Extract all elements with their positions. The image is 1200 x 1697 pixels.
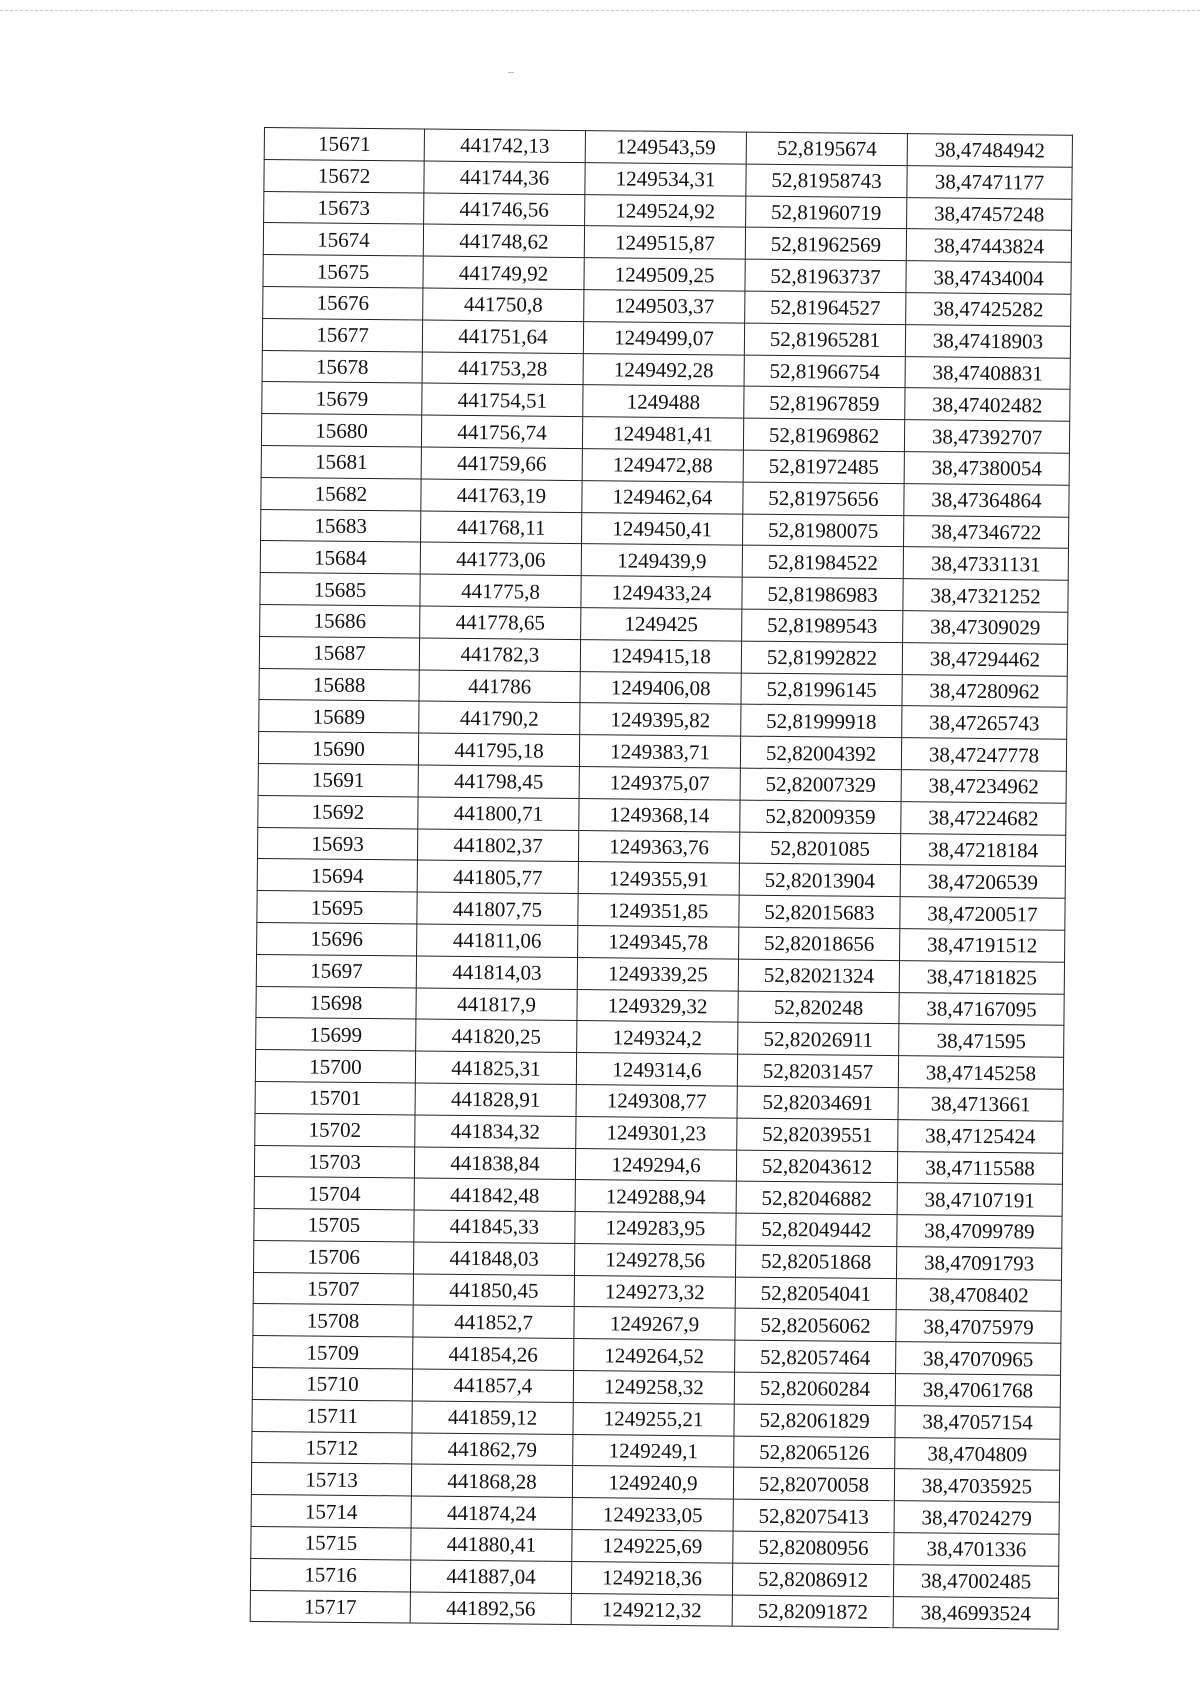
cell-point-number: 15712 — [252, 1431, 412, 1464]
cell-y-coordinate: 1249273,32 — [574, 1275, 735, 1308]
cell-longitude: 38,47418903 — [905, 324, 1070, 357]
cell-point-number: 15695 — [257, 891, 417, 924]
cell-x-coordinate: 441768,11 — [421, 511, 582, 544]
cell-x-coordinate: 441773,06 — [420, 542, 581, 575]
cell-point-number: 15675 — [263, 255, 423, 288]
cell-y-coordinate: 1249450,41 — [582, 512, 743, 545]
cell-point-number: 15701 — [255, 1081, 415, 1114]
cell-point-number: 15713 — [251, 1463, 411, 1496]
cell-y-coordinate: 1249481,41 — [582, 417, 743, 450]
cell-longitude: 38,47024279 — [894, 1501, 1059, 1534]
cell-latitude: 52,8195674 — [746, 132, 907, 165]
cell-longitude: 38,47402482 — [905, 388, 1070, 421]
cell-point-number: 15684 — [260, 541, 420, 574]
cell-point-number: 15673 — [264, 191, 424, 224]
cell-longitude: 38,47070965 — [896, 1342, 1061, 1375]
cell-x-coordinate: 441857,4 — [412, 1369, 573, 1402]
cell-point-number: 15706 — [254, 1240, 414, 1273]
cell-longitude: 38,47224682 — [901, 801, 1066, 834]
cell-longitude: 38,47457248 — [907, 197, 1072, 230]
cell-point-number: 15678 — [262, 350, 422, 383]
cell-y-coordinate: 1249503,37 — [584, 290, 745, 323]
cell-y-coordinate: 1249233,05 — [572, 1498, 733, 1531]
cell-x-coordinate: 441798,45 — [418, 765, 579, 798]
cell-point-number: 15704 — [254, 1177, 414, 1210]
cell-y-coordinate: 1249267,9 — [574, 1307, 735, 1340]
cell-point-number: 15688 — [259, 668, 419, 701]
cell-x-coordinate: 441746,56 — [424, 193, 585, 226]
cell-x-coordinate: 441850,45 — [413, 1274, 574, 1307]
cell-y-coordinate: 1249288,94 — [575, 1180, 736, 1213]
cell-latitude: 52,82015683 — [739, 895, 900, 928]
cell-x-coordinate: 441874,24 — [411, 1496, 572, 1529]
cell-y-coordinate: 1249355,91 — [578, 862, 739, 895]
cell-latitude: 52,8201085 — [739, 832, 900, 865]
cell-x-coordinate: 441854,26 — [413, 1337, 574, 1370]
cell-latitude: 52,82046882 — [736, 1181, 897, 1214]
coordinates-table-wrapper — [250, 127, 1072, 1630]
cell-latitude: 52,82051868 — [735, 1245, 896, 1278]
cell-longitude: 38,47471177 — [907, 165, 1072, 198]
cell-longitude: 38,47247778 — [901, 738, 1066, 771]
cell-longitude: 38,47408831 — [905, 356, 1070, 389]
cell-x-coordinate: 441892,56 — [410, 1592, 571, 1625]
cell-point-number: 15710 — [252, 1368, 412, 1401]
cell-longitude: 38,47107191 — [897, 1183, 1062, 1216]
cell-point-number: 15671 — [264, 128, 424, 161]
cell-x-coordinate: 441782,3 — [419, 638, 580, 671]
cell-point-number: 15694 — [257, 859, 417, 892]
cell-latitude: 52,81975656 — [743, 482, 904, 515]
cell-longitude: 38,47364864 — [904, 483, 1069, 516]
cell-x-coordinate: 441795,18 — [418, 733, 579, 766]
cell-latitude: 52,82086912 — [732, 1563, 893, 1596]
cell-point-number: 15693 — [257, 827, 417, 860]
cell-y-coordinate: 1249255,21 — [573, 1402, 734, 1435]
cell-latitude: 52,81972485 — [743, 450, 904, 483]
cell-longitude: 38,47099789 — [897, 1215, 1062, 1248]
cell-latitude: 52,81984522 — [742, 545, 903, 578]
cell-longitude: 38,46993524 — [893, 1596, 1058, 1629]
cell-longitude: 38,47425282 — [906, 293, 1071, 326]
cell-latitude: 52,82065126 — [734, 1436, 895, 1469]
cell-y-coordinate: 1249339,25 — [577, 957, 738, 990]
cell-point-number: 15698 — [256, 986, 416, 1019]
cell-y-coordinate: 1249294,6 — [575, 1148, 736, 1181]
cell-latitude: 52,81989543 — [742, 609, 903, 642]
cell-point-number: 15707 — [253, 1272, 413, 1305]
cell-y-coordinate: 1249406,08 — [580, 671, 741, 704]
cell-latitude: 52,81960719 — [746, 196, 907, 229]
cell-y-coordinate: 1249283,95 — [575, 1212, 736, 1245]
cell-y-coordinate: 1249524,92 — [585, 194, 746, 227]
cell-x-coordinate: 441763,19 — [421, 479, 582, 512]
cell-x-coordinate: 441805,77 — [417, 860, 578, 893]
cell-latitude: 52,81964527 — [745, 291, 906, 324]
cell-latitude: 52,81966754 — [744, 355, 905, 388]
cell-point-number: 15680 — [261, 414, 421, 447]
cell-longitude: 38,4713661 — [898, 1088, 1063, 1121]
cell-point-number: 15681 — [261, 445, 421, 478]
cell-longitude: 38,47167095 — [899, 992, 1064, 1025]
cell-x-coordinate: 441842,48 — [414, 1178, 575, 1211]
cell-x-coordinate: 441754,51 — [422, 383, 583, 416]
cell-y-coordinate: 1249240,9 — [572, 1466, 733, 1499]
cell-x-coordinate: 441800,71 — [418, 797, 579, 830]
cell-latitude: 52,81986983 — [742, 577, 903, 610]
cell-x-coordinate: 441859,12 — [412, 1401, 573, 1434]
cell-latitude: 52,82039551 — [737, 1118, 898, 1151]
cell-longitude: 38,47331131 — [903, 547, 1068, 580]
cell-latitude: 52,81958743 — [746, 164, 907, 197]
cell-y-coordinate: 1249472,88 — [582, 449, 743, 482]
cell-y-coordinate: 1249515,87 — [584, 226, 745, 259]
cell-latitude: 52,82007329 — [740, 768, 901, 801]
cell-y-coordinate: 1249488 — [583, 385, 744, 418]
cell-longitude: 38,47234962 — [901, 770, 1066, 803]
coordinates-table — [250, 127, 1073, 1630]
cell-latitude: 52,81996145 — [741, 673, 902, 706]
cell-x-coordinate: 441775,8 — [420, 574, 581, 607]
cell-point-number: 15703 — [254, 1145, 414, 1178]
cell-y-coordinate: 1249225,69 — [572, 1530, 733, 1563]
cell-point-number: 15702 — [255, 1113, 415, 1146]
cell-x-coordinate: 441759,66 — [421, 447, 582, 480]
cell-point-number: 15685 — [260, 573, 420, 606]
cell-latitude: 52,82075413 — [733, 1499, 894, 1532]
cell-point-number: 15690 — [258, 732, 418, 765]
cell-y-coordinate: 1249314,6 — [576, 1053, 737, 1086]
cell-longitude: 38,47057154 — [895, 1405, 1060, 1438]
cell-x-coordinate: 441802,37 — [417, 829, 578, 862]
cell-point-number: 15697 — [256, 954, 416, 987]
cell-y-coordinate: 1249329,32 — [577, 989, 738, 1022]
cell-y-coordinate: 1249543,59 — [585, 131, 746, 164]
cell-longitude: 38,47002485 — [893, 1564, 1058, 1597]
cell-x-coordinate: 441778,65 — [420, 606, 581, 639]
cell-x-coordinate: 441820,25 — [416, 1019, 577, 1052]
cell-x-coordinate: 441852,7 — [413, 1305, 574, 1338]
cell-latitude: 52,82026911 — [738, 1022, 899, 1055]
cell-longitude: 38,47434004 — [906, 261, 1071, 294]
cell-point-number: 15679 — [262, 382, 422, 415]
cell-longitude: 38,47380054 — [904, 452, 1069, 485]
cell-x-coordinate: 441880,41 — [411, 1528, 572, 1561]
cell-latitude: 52,820248 — [738, 991, 899, 1024]
cell-y-coordinate: 1249249,1 — [573, 1434, 734, 1467]
cell-longitude: 38,47218184 — [900, 833, 1065, 866]
cell-point-number: 15714 — [251, 1495, 411, 1528]
cell-x-coordinate: 441814,03 — [416, 956, 577, 989]
cell-point-number: 15696 — [257, 922, 417, 955]
cell-longitude: 38,471595 — [899, 1024, 1064, 1057]
cell-y-coordinate: 1249264,52 — [574, 1339, 735, 1372]
cell-longitude: 38,47443824 — [906, 229, 1071, 262]
cell-x-coordinate: 441742,13 — [424, 129, 585, 162]
cell-point-number: 15717 — [250, 1590, 410, 1623]
cell-latitude: 52,82054041 — [735, 1277, 896, 1310]
cell-x-coordinate: 441753,28 — [422, 352, 583, 385]
cell-longitude: 38,47061768 — [895, 1374, 1060, 1407]
cell-x-coordinate: 441862,79 — [412, 1433, 573, 1466]
cell-x-coordinate: 441834,32 — [415, 1115, 576, 1148]
cell-x-coordinate: 441845,33 — [414, 1210, 575, 1243]
cell-point-number: 15692 — [258, 795, 418, 828]
cell-y-coordinate: 1249363,76 — [578, 830, 739, 863]
cell-y-coordinate: 1249509,25 — [584, 258, 745, 291]
cell-y-coordinate: 1249278,56 — [574, 1243, 735, 1276]
cell-x-coordinate: 441751,64 — [422, 320, 583, 353]
cell-y-coordinate: 1249345,78 — [578, 925, 739, 958]
cell-point-number: 15686 — [260, 604, 420, 637]
cell-x-coordinate: 441825,31 — [415, 1051, 576, 1084]
cell-longitude: 38,47265743 — [902, 706, 1067, 739]
cell-y-coordinate: 1249258,32 — [573, 1371, 734, 1404]
cell-point-number: 15676 — [263, 286, 423, 319]
cell-y-coordinate: 1249212,32 — [571, 1593, 732, 1626]
cell-y-coordinate: 1249439,9 — [581, 544, 742, 577]
cell-point-number: 15677 — [262, 318, 422, 351]
cell-x-coordinate: 441748,62 — [423, 224, 584, 257]
cell-y-coordinate: 1249351,85 — [578, 894, 739, 927]
scan-edge-line — [0, 10, 1200, 11]
cell-y-coordinate: 1249534,31 — [585, 162, 746, 195]
cell-x-coordinate: 441750,8 — [423, 288, 584, 321]
cell-x-coordinate: 441756,74 — [421, 415, 582, 448]
cell-y-coordinate: 1249395,82 — [580, 703, 741, 736]
cell-y-coordinate: 1249324,2 — [577, 1021, 738, 1054]
cell-latitude: 52,82018656 — [739, 927, 900, 960]
cell-latitude: 52,82056062 — [735, 1309, 896, 1342]
cell-point-number: 15683 — [261, 509, 421, 542]
cell-point-number: 15705 — [254, 1209, 414, 1242]
cell-latitude: 52,82021324 — [738, 959, 899, 992]
cell-longitude: 38,47280962 — [902, 674, 1067, 707]
cell-point-number: 15674 — [263, 223, 423, 256]
cell-x-coordinate: 441744,36 — [424, 161, 585, 194]
cell-latitude: 52,82034691 — [737, 1086, 898, 1119]
cell-longitude: 38,4701336 — [894, 1533, 1059, 1566]
cell-x-coordinate: 441786 — [419, 670, 580, 703]
cell-longitude: 38,47115588 — [897, 1151, 1062, 1184]
cell-latitude: 52,82070058 — [733, 1468, 894, 1501]
scan-speck — [508, 72, 514, 73]
cell-longitude: 38,47392707 — [904, 420, 1069, 453]
cell-y-coordinate: 1249415,18 — [580, 639, 741, 672]
cell-latitude: 52,81967859 — [744, 386, 905, 419]
cell-y-coordinate: 1249308,77 — [576, 1084, 737, 1117]
cell-x-coordinate: 441807,75 — [417, 892, 578, 925]
cell-y-coordinate: 1249425 — [581, 608, 742, 641]
cell-latitude: 52,82009359 — [740, 800, 901, 833]
cell-x-coordinate: 441811,06 — [417, 924, 578, 957]
cell-y-coordinate: 1249383,71 — [579, 735, 740, 768]
cell-point-number: 15716 — [250, 1558, 410, 1591]
cell-y-coordinate: 1249375,07 — [579, 766, 740, 799]
cell-x-coordinate: 441848,03 — [413, 1242, 574, 1275]
cell-latitude: 52,82080956 — [733, 1531, 894, 1564]
cell-point-number: 15700 — [255, 1050, 415, 1083]
cell-x-coordinate: 441749,92 — [423, 256, 584, 289]
cell-point-number: 15687 — [259, 636, 419, 669]
cell-x-coordinate: 441817,9 — [416, 988, 577, 1021]
cell-latitude: 52,82061829 — [734, 1404, 895, 1437]
coordinates-table-body — [250, 128, 1072, 1630]
cell-longitude: 38,47346722 — [903, 515, 1068, 548]
cell-longitude: 38,47035925 — [894, 1469, 1059, 1502]
cell-x-coordinate: 441887,04 — [410, 1560, 571, 1593]
cell-point-number: 15708 — [253, 1304, 413, 1337]
cell-y-coordinate: 1249499,07 — [583, 321, 744, 354]
cell-longitude: 38,4704809 — [895, 1437, 1060, 1470]
cell-point-number: 15691 — [258, 763, 418, 796]
cell-longitude: 38,47145258 — [898, 1056, 1063, 1089]
cell-latitude: 52,82004392 — [740, 736, 901, 769]
cell-latitude: 52,82031457 — [737, 1054, 898, 1087]
table-row — [250, 1590, 1058, 1630]
cell-point-number: 15715 — [251, 1527, 411, 1560]
cell-latitude: 52,81963737 — [745, 259, 906, 292]
cell-longitude: 38,47294462 — [902, 642, 1067, 675]
cell-latitude: 52,82043612 — [736, 1150, 897, 1183]
cell-latitude: 52,82057464 — [735, 1340, 896, 1373]
cell-longitude: 38,47075979 — [896, 1310, 1061, 1343]
cell-latitude: 52,82060284 — [734, 1372, 895, 1405]
cell-longitude: 38,47181825 — [899, 960, 1064, 993]
cell-latitude: 52,81980075 — [743, 514, 904, 547]
cell-y-coordinate: 1249218,36 — [571, 1561, 732, 1594]
cell-longitude: 38,47091793 — [896, 1247, 1061, 1280]
cell-x-coordinate: 441790,2 — [419, 701, 580, 734]
cell-y-coordinate: 1249462,64 — [582, 480, 743, 513]
cell-longitude: 38,47125424 — [898, 1119, 1063, 1152]
cell-longitude: 38,47484942 — [907, 134, 1072, 167]
cell-latitude: 52,82013904 — [739, 863, 900, 896]
cell-y-coordinate: 1249492,28 — [583, 353, 744, 386]
cell-latitude: 52,81969862 — [743, 418, 904, 451]
cell-x-coordinate: 441868,28 — [411, 1464, 572, 1497]
cell-y-coordinate: 1249433,24 — [581, 576, 742, 609]
cell-longitude: 38,47200517 — [900, 897, 1065, 930]
cell-y-coordinate: 1249368,14 — [579, 798, 740, 831]
cell-latitude: 52,81999918 — [741, 704, 902, 737]
cell-point-number: 15711 — [252, 1399, 412, 1432]
cell-latitude: 52,82091872 — [732, 1595, 893, 1628]
cell-longitude: 38,47309029 — [903, 611, 1068, 644]
cell-longitude: 38,47206539 — [900, 865, 1065, 898]
cell-y-coordinate: 1249301,23 — [576, 1116, 737, 1149]
cell-point-number: 15709 — [253, 1336, 413, 1369]
cell-point-number: 15672 — [264, 159, 424, 192]
cell-latitude: 52,81965281 — [744, 323, 905, 356]
cell-point-number: 15682 — [261, 477, 421, 510]
cell-point-number: 15689 — [259, 700, 419, 733]
cell-point-number: 15699 — [256, 1018, 416, 1051]
cell-latitude: 52,81992822 — [741, 641, 902, 674]
cell-latitude: 52,81962569 — [745, 228, 906, 261]
cell-longitude: 38,47321252 — [903, 579, 1068, 612]
cell-latitude: 52,82049442 — [736, 1213, 897, 1246]
cell-x-coordinate: 441838,84 — [414, 1146, 575, 1179]
cell-x-coordinate: 441828,91 — [415, 1083, 576, 1116]
cell-longitude: 38,4708402 — [896, 1278, 1061, 1311]
cell-longitude: 38,47191512 — [900, 929, 1065, 962]
